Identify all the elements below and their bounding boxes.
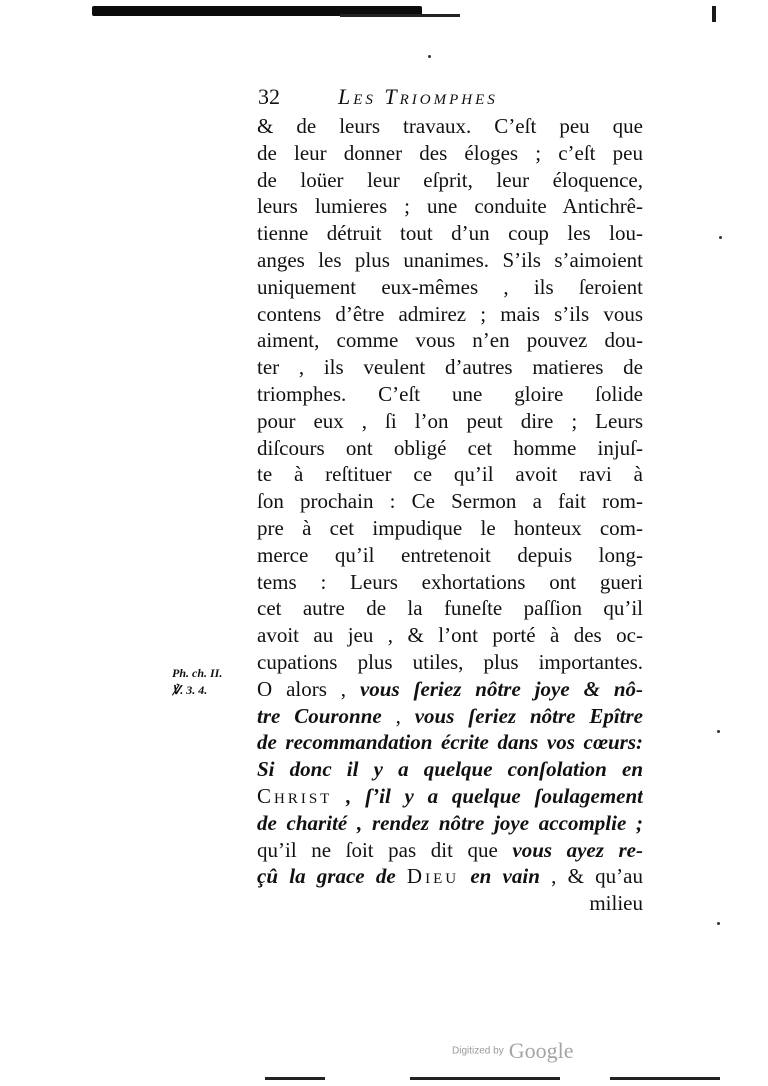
text-line: merce qu’il entretenoit depuis long- bbox=[257, 542, 643, 567]
margin-reference-line: ℣. 3. 4. bbox=[172, 683, 208, 697]
text-line: cet autre de la funeſte paſſion qu’il bbox=[257, 596, 643, 621]
text-line: uniquement eux-mêmes , ils ſeroient bbox=[257, 274, 643, 299]
text-line: anges les plus unanimes. S’ils s’aimoient bbox=[257, 247, 643, 272]
text-line bbox=[257, 783, 643, 810]
text-run: , & qu’au bbox=[539, 864, 643, 889]
scan-edge-bar-thin bbox=[340, 14, 460, 17]
text-line bbox=[257, 837, 643, 864]
divine-name: Christ bbox=[257, 783, 333, 808]
text-line: contens d’être admirez ; mais s’ils vous bbox=[257, 301, 643, 326]
text-line: cupations plus utiles, plus importantes. bbox=[257, 649, 643, 674]
scan-speck bbox=[428, 55, 431, 58]
body-text bbox=[257, 113, 643, 917]
text-run: O alors , bbox=[257, 676, 360, 701]
scan-edge-bottom bbox=[410, 1077, 560, 1080]
quotation-line: Si donc il y a quelque conſolation en bbox=[257, 757, 643, 782]
divine-name: Dieu bbox=[406, 864, 460, 889]
scan-speck bbox=[719, 236, 722, 239]
text-line: ſon prochain : Ce Sermon a fait rom- bbox=[257, 489, 643, 514]
text-line: tems : Leurs exhortations ont gueri bbox=[257, 569, 643, 594]
quotation-line: de charité , rendez nôtre joye accomplie ; bbox=[257, 810, 643, 835]
text-line bbox=[257, 676, 643, 703]
quotation-run: vous ayez re- bbox=[512, 837, 643, 862]
watermark-prefix: Digitized by bbox=[452, 1045, 504, 1057]
text-run: , bbox=[381, 703, 415, 728]
running-head bbox=[258, 82, 578, 112]
scan-speck bbox=[717, 730, 720, 733]
quotation-run: tre Couronne bbox=[257, 703, 382, 728]
quotation-line: de recommandation écrite dans vos cœurs: bbox=[257, 730, 643, 755]
catchword: milieu bbox=[589, 891, 643, 916]
text-line: de leur donner des éloges ; c’eſt peu bbox=[257, 140, 643, 165]
text-line: diſcours ont obligé cet homme injuſ- bbox=[257, 435, 643, 460]
quotation-run: en vain bbox=[459, 864, 540, 889]
text-line: triomphes. C’eſt une gloire ſolide bbox=[257, 381, 643, 406]
text-line: de loüer leur eſprit, leur éloquence, bbox=[257, 167, 643, 192]
quotation-run: çû la grace de bbox=[257, 864, 407, 889]
text-line: leurs lumieres ; une conduite Antichrê- bbox=[257, 194, 643, 219]
text-line: pour eux , ſi l’on peut dire ; Leurs bbox=[257, 408, 643, 433]
page-number: 32 bbox=[258, 84, 280, 109]
text-line: aiment, comme vous n’en pouvez dou- bbox=[257, 328, 643, 353]
text-line: pre à cet impudique le honteux com- bbox=[257, 515, 643, 540]
margin-reference bbox=[172, 665, 252, 699]
scan-edge-mark bbox=[712, 6, 716, 22]
quotation-run: , ſ’il y a quelque ſoulagement bbox=[332, 783, 643, 808]
quotation-run: vous ſeriez nôtre joye & nô- bbox=[359, 676, 643, 701]
text-line: te à reſtituer ce qu’il avoit ravi à bbox=[257, 462, 643, 487]
margin-reference-line: Ph. ch. II. bbox=[172, 666, 223, 680]
quotation-run: vous ſeriez nôtre Epître bbox=[414, 703, 643, 728]
text-line bbox=[257, 863, 643, 890]
text-line: avoit au jeu , & l’ont porté à des oc- bbox=[257, 623, 643, 648]
watermark-brand: Google bbox=[508, 1038, 574, 1063]
scan-edge-bottom bbox=[610, 1077, 720, 1080]
text-run: qu’il ne ſoit pas dit que bbox=[257, 837, 513, 862]
text-line bbox=[257, 703, 643, 730]
digitized-watermark bbox=[452, 1038, 612, 1064]
text-line: tienne détruit tout d’un coup les lou- bbox=[257, 221, 643, 246]
running-title: Les Triomphes bbox=[338, 84, 498, 109]
scan-speck bbox=[717, 922, 720, 925]
text-line: & de leurs travaux. C’eſt peu que bbox=[257, 114, 643, 138]
text-line: ter , ils veulent d’autres matieres de bbox=[257, 355, 643, 380]
scan-edge-bottom bbox=[265, 1077, 325, 1080]
